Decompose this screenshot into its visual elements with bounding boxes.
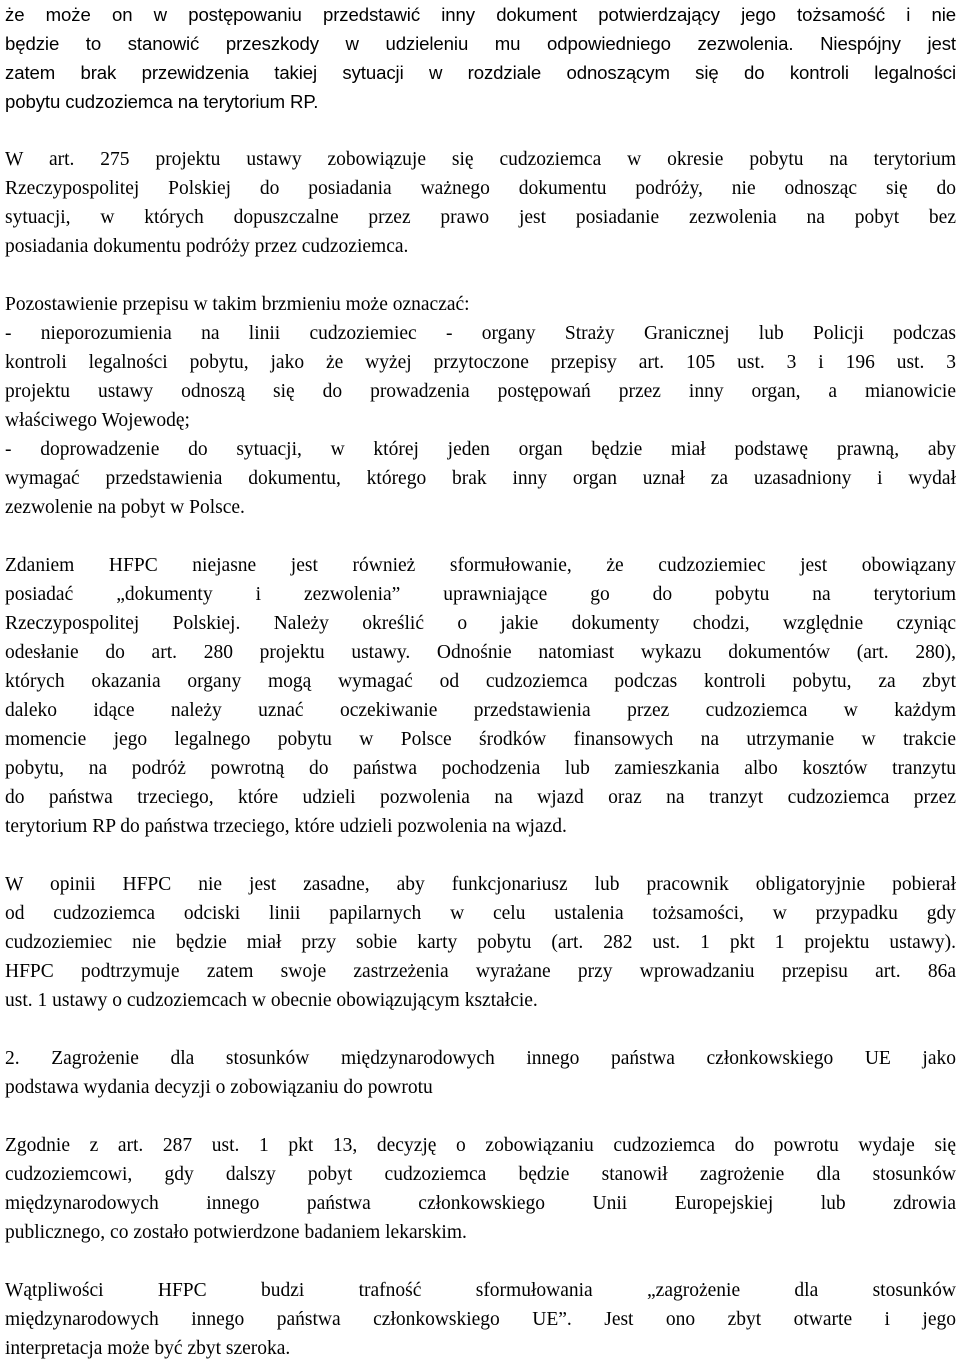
paragraph-8: [5, 1276, 956, 1363]
text-line: publicznego, co zostało potwierdzone badaniem lekarskim.: [5, 1222, 467, 1243]
section-heading: [5, 1044, 956, 1102]
paragraph-7: [5, 1131, 956, 1247]
text-line: do państwa trzeciego, które udzieli pozwolenia na wjazd oraz na tranzyt cudzoziemca przez: [5, 787, 956, 808]
text-line: momencie jego legalnego pobytu w Polsce środków finansowych na utrzymanie w trakcie: [5, 729, 956, 750]
text-line: zezwolenie na pobyt w Polsce.: [5, 497, 245, 518]
text-line: ust. 1 ustawy o cudzoziemcach w obecnie obowiązującym kształcie.: [5, 990, 538, 1011]
paragraph-1: [5, 0, 956, 116]
text-line: których okazania organy mogą wymagać od cudzoziemca podczas kontroli pobytu, za zbyt: [5, 671, 956, 692]
paragraph-3: [5, 290, 956, 522]
text-line: 2. Zagrożenie dla stosunków międzynarodowych innego państwa członkowskiego UE jako: [5, 1048, 956, 1069]
text-line: - doprowadzenie do sytuacji, w której jeden organ będzie miał podstawę prawną, aby: [5, 439, 956, 460]
text-line: będzie to stanowić przeszkody w udzieleniu mu odpowiedniego zezwolenia. Niespójny jest: [5, 33, 956, 54]
text-line: interpretacja może być zbyt szeroka.: [5, 1338, 291, 1359]
text-line: właściwego Wojewodę;: [5, 410, 190, 431]
text-line: cudzoziemiec nie będzie miał przy sobie karty pobytu (art. 282 ust. 1 pkt 1 projektu ustawy).: [5, 932, 956, 953]
text-line: Zdaniem HFPC niejasne jest również sformułowanie, że cudzoziemiec jest obowiązany: [5, 555, 956, 576]
text-line: HFPC podtrzymuje zatem swoje zastrzeżenia wyrażane przy wprowadzaniu przepisu art. 86a: [5, 961, 956, 982]
text-line: międzynarodowych innego państwa członkowskiego UE”. Jest ono zbyt otwarte i jego: [5, 1309, 956, 1330]
text-line: od cudzoziemca odciski linii papilarnych w celu ustalenia tożsamości, w przypadku gdy: [5, 903, 956, 924]
text-line: Pozostawienie przepisu w takim brzmieniu może oznaczać:: [5, 294, 470, 315]
text-line: wymagać przedstawienia dokumentu, którego brak inny organ uznał za uzasadniony i wydał: [5, 468, 956, 489]
text-line: W opinii HFPC nie jest zasadne, aby funkcjonariusz lub pracownik obligatoryjnie pobierał: [5, 874, 956, 895]
text-line: Zgodnie z art. 287 ust. 1 pkt 13, decyzję o zobowiązaniu cudzoziemca do powrotu wydaje się: [5, 1135, 956, 1156]
paragraph-5: [5, 870, 956, 1015]
text-line: odesłanie do art. 280 projektu ustawy. Odnośnie natomiast wykazu dokumentów (art. 280),: [5, 642, 956, 663]
text-line: sytuacji, w których dopuszczalne przez prawo jest posiadanie zezwolenia na pobyt bez: [5, 207, 956, 228]
document-page: [5, 0, 956, 1363]
text-line: - nieporozumienia na linii cudzoziemiec - organy Straży Granicznej lub Policji podczas: [5, 323, 956, 344]
text-line: pobytu, na podróż powrotną do państwa pochodzenia lub zamieszkania albo kosztów tranzytu: [5, 758, 956, 779]
text-line: międzynarodowych innego państwa członkowskiego Unii Europejskiej lub zdrowia: [5, 1193, 956, 1214]
text-line: daleko idące należy uznać oczekiwanie przedstawienia przez cudzoziemca w każdym: [5, 700, 956, 721]
text-line: że może on w postępowaniu przedstawić inny dokument potwierdzający jego tożsamość i nie: [5, 4, 956, 25]
text-line: podstawa wydania decyzji o zobowiązaniu do powrotu: [5, 1077, 433, 1098]
text-line: Rzeczypospolitej Polskiej do posiadania ważnego dokumentu podróży, nie odnosząc się do: [5, 178, 956, 199]
text-line: terytorium RP do państwa trzeciego, które udzieli pozwolenia na wjazd.: [5, 816, 567, 837]
paragraph-4: [5, 551, 956, 841]
text-line: Wątpliwości HFPC budzi trafność sformułowania „zagrożenie dla stosunków: [5, 1280, 956, 1301]
text-line: posiadać „dokumenty i zezwolenia” uprawniające go do pobytu na terytorium: [5, 584, 956, 605]
text-line: pobytu cudzoziemca na terytorium RP.: [5, 91, 319, 112]
text-line: W art. 275 projektu ustawy zobowiązuje się cudzoziemca w okresie pobytu na terytorium: [5, 149, 956, 170]
paragraph-2: [5, 145, 956, 261]
text-line: posiadania dokumentu podróży przez cudzoziemca.: [5, 236, 409, 257]
text-line: kontroli legalności pobytu, jako że wyżej przytoczone przepisy art. 105 ust. 3 i 196 ust. 3: [5, 352, 956, 373]
text-line: Rzeczypospolitej Polskiej. Należy określić o jakie dokumenty chodzi, względnie czyniąc: [5, 613, 956, 634]
text-line: cudzoziemcowi, gdy dalszy pobyt cudzoziemca będzie stanowił zagrożenie dla stosunków: [5, 1164, 956, 1185]
text-line: projektu ustawy odnoszą się do prowadzenia postępowań przez inny organ, a mianowicie: [5, 381, 956, 402]
text-line: zatem brak przewidzenia takiej sytuacji w rozdziale odnoszącym się do kontroli legalności: [5, 62, 956, 83]
